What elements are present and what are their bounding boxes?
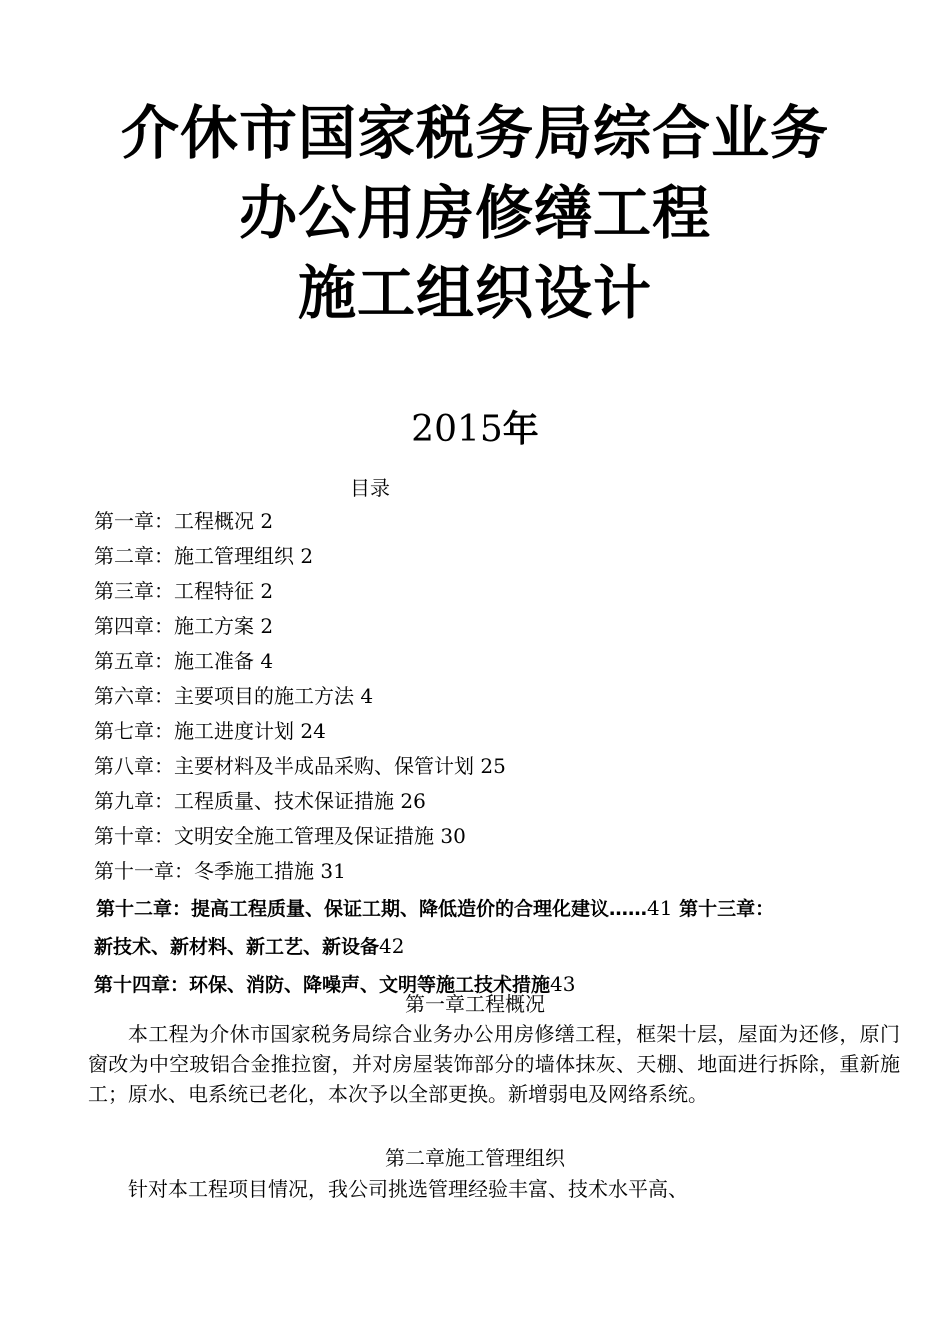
- toc-item[interactable]: 第七章：施工进度计划 24: [94, 719, 326, 743]
- table-of-contents: [94, 504, 894, 1003]
- toc-item[interactable]: 第五章：施工准备 4: [94, 649, 274, 673]
- toc-item[interactable]: 第一章：工程概况 2: [94, 509, 274, 533]
- toc-item-bold[interactable]: [94, 927, 894, 965]
- document-year: [0, 404, 950, 456]
- document-title-line-1: 介休市国家税务局综合业务: [120, 99, 829, 167]
- toc-item[interactable]: 第九章：工程质量、技术保证措施 26: [94, 789, 426, 813]
- document-title-line-3: 施工组织设计: [297, 259, 652, 327]
- toc-item[interactable]: 第六章：主要项目的施工方法 4: [94, 684, 374, 708]
- toc-item-text: 第十三章：: [679, 898, 775, 920]
- toc-item-text: 新技术、新材料、新工艺、新设备: [94, 936, 380, 958]
- chapter-2-body: 针对本工程项目情况，我公司挑选管理经验丰富、技术水平高、: [128, 1177, 688, 1201]
- toc-heading: 目录: [350, 476, 390, 500]
- toc-item[interactable]: 第二章：施工管理组织 2: [94, 544, 314, 568]
- toc-item-text: 第十四章：环保、消防、降噪声、文明等施工技术措施: [94, 974, 551, 996]
- chapter-1-body: 本工程为介休市国家税务局综合业务办公用房修缮工程，框架十层，屋面为还修，原门窗改为中空玻铝合金推拉窗，并对房屋装饰部分的墙体抹灰、天棚、地面进行拆除，重新施工；原水、电系统已老化，本次予以全部更换。新增弱电及网络系统。: [88, 1022, 900, 1106]
- toc-item[interactable]: 第三章：工程特征 2: [94, 579, 274, 603]
- year-suffix: 年: [502, 409, 539, 450]
- toc-item-page: 41: [647, 896, 673, 920]
- toc-item-text: 第十二章：提高工程质量、保证工期、降低造价的合理化建议……: [96, 898, 648, 920]
- chapter-2-heading: 第二章施工管理组织: [385, 1146, 565, 1170]
- toc-item[interactable]: 第四章：施工方案 2: [94, 614, 274, 638]
- year-number: 2015: [411, 409, 503, 450]
- toc-item[interactable]: 第十一章：冬季施工措施 31: [94, 859, 346, 883]
- toc-item[interactable]: 第十章：文明安全施工管理及保证措施 30: [94, 824, 466, 848]
- document-title-line-2: 办公用房修缮工程: [238, 179, 711, 247]
- chapter-1-heading: 第一章工程概况: [405, 992, 545, 1016]
- toc-item[interactable]: 第八章：主要材料及半成品采购、保管计划 25: [94, 754, 506, 778]
- toc-item-page: 43: [550, 972, 576, 996]
- toc-item-bold[interactable]: [94, 889, 894, 927]
- toc-item-page: 42: [379, 934, 405, 958]
